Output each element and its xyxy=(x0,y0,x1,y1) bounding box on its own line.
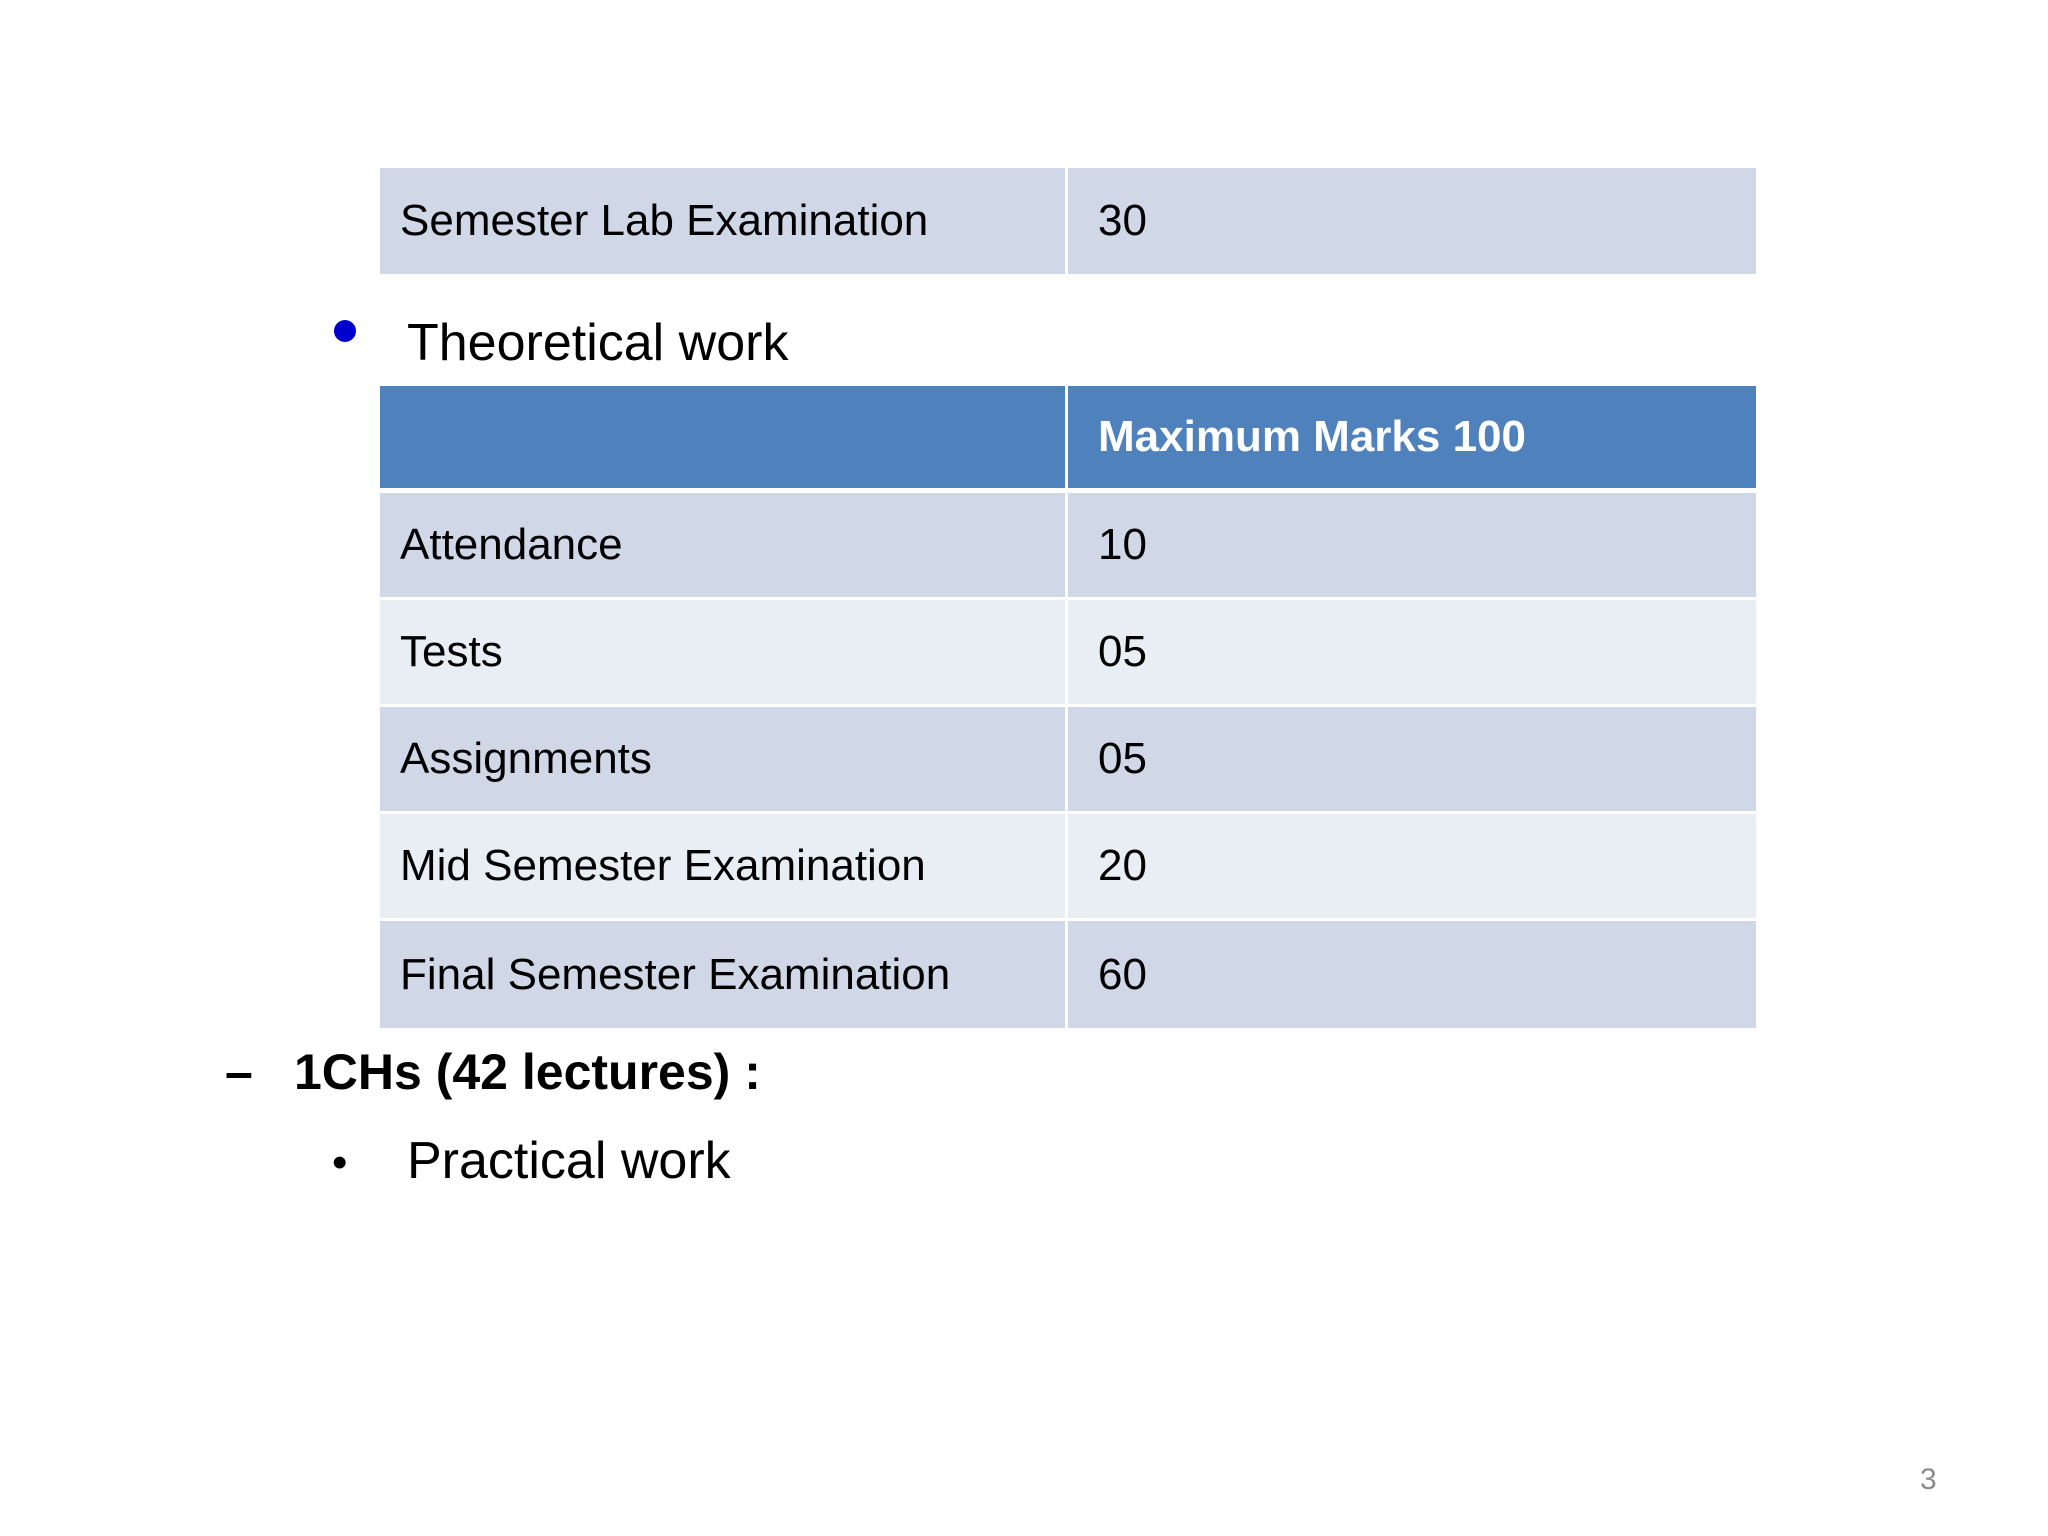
table-cell-label: Assignments xyxy=(380,707,1068,814)
dash-bullet: – xyxy=(225,1044,253,1100)
table-cell-label: Mid Semester Examination xyxy=(380,814,1068,921)
table-cell-value: 10 xyxy=(1068,493,1756,600)
table-cell-value: 05 xyxy=(1068,707,1756,814)
page-number: 3 xyxy=(1920,1463,1937,1496)
table-header-row xyxy=(380,386,1756,493)
practical-work-heading: Practical work xyxy=(407,1132,731,1190)
table-row xyxy=(380,168,1756,274)
theoretical-work-heading: Theoretical work xyxy=(407,314,789,372)
table-cell-label: Attendance xyxy=(380,493,1068,600)
table-row xyxy=(380,814,1756,921)
table-cell-value: 30 xyxy=(1068,168,1756,274)
credit-hours-heading: 1CHs (42 lectures) : xyxy=(294,1044,761,1100)
table-cell-label: Tests xyxy=(380,600,1068,707)
table-row xyxy=(380,707,1756,814)
table-cell-value: 20 xyxy=(1068,814,1756,921)
table-cell-value: 60 xyxy=(1068,921,1756,1028)
table-cell-label: Final Semester Examination xyxy=(380,921,1068,1028)
bullet-dot-icon xyxy=(334,320,356,342)
table-header-max-marks: Maximum Marks 100 xyxy=(1068,386,1756,493)
table-cell-value: 05 xyxy=(1068,600,1756,707)
table-row xyxy=(380,493,1756,600)
theory-marks-table xyxy=(380,386,1756,1028)
table-row xyxy=(380,921,1756,1028)
bullet-icon: • xyxy=(332,1138,348,1187)
table-header-cell-empty xyxy=(380,386,1068,493)
lab-marks-table xyxy=(380,168,1756,274)
table-row xyxy=(380,600,1756,707)
table-cell-label: Semester Lab Examination xyxy=(380,168,1068,274)
